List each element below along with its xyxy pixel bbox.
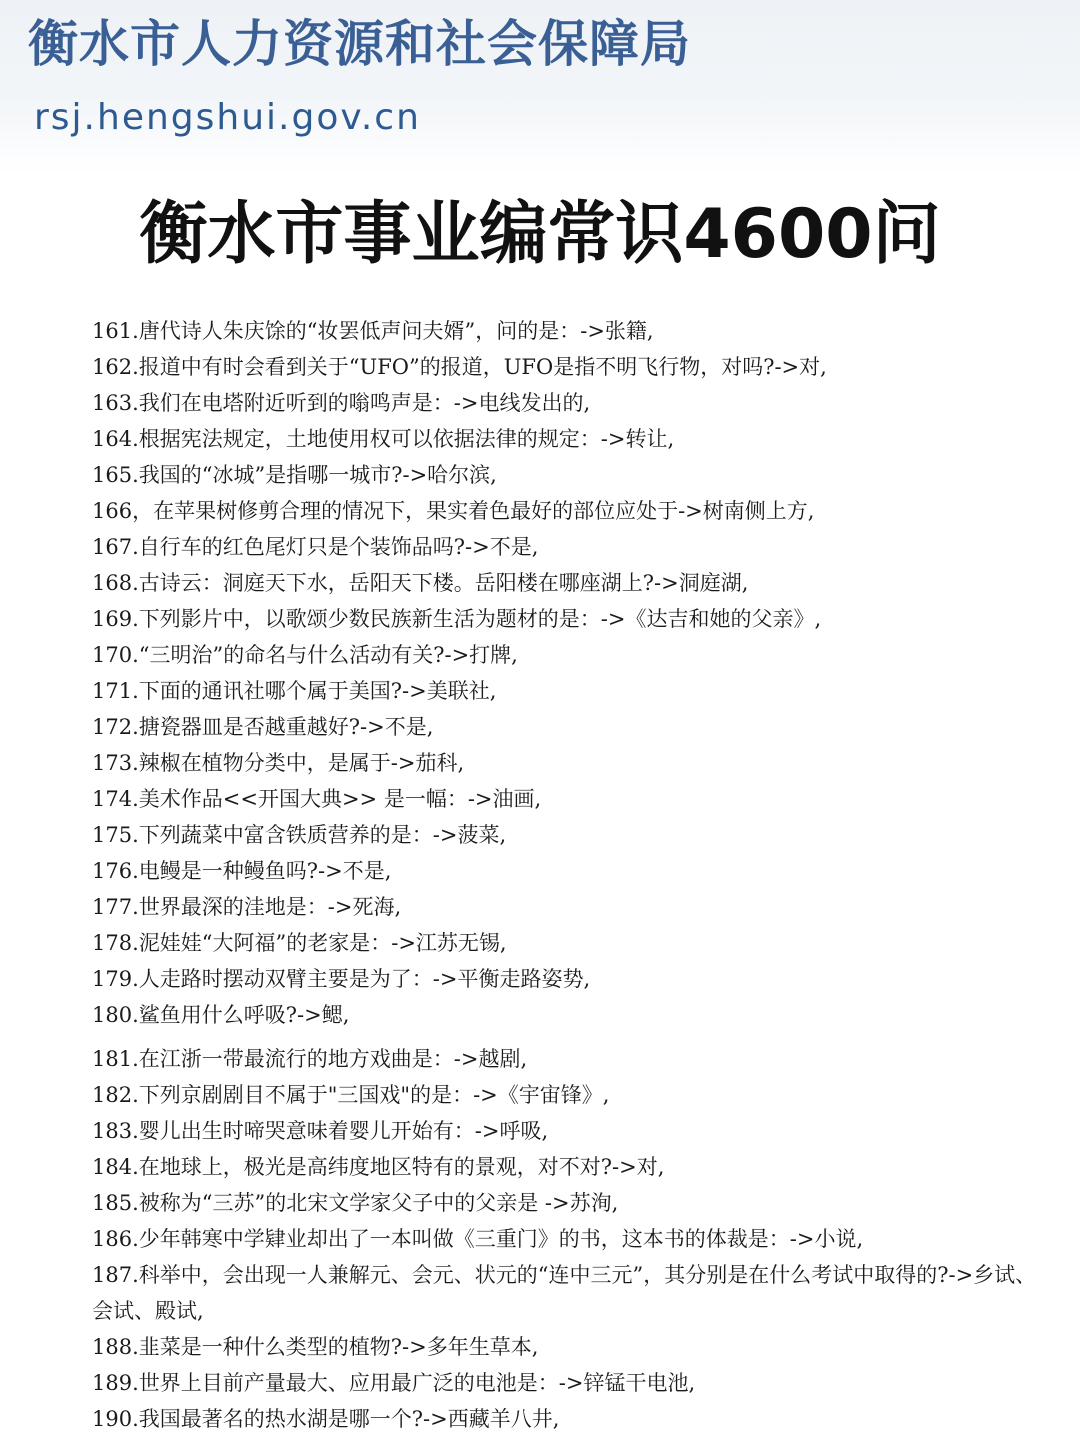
website-url: rsj.hengshui.gov.cn xyxy=(34,97,421,138)
question-item: 189.世界上目前产量最大、应用最广泛的电池是：->锌锰干电池, xyxy=(92,1371,696,1395)
question-item: 173.辣椒在植物分类中，是属于->茄科, xyxy=(92,751,465,775)
question-item: 185.被称为“三苏”的北宋文学家父子中的父亲是 ->苏洵, xyxy=(92,1191,619,1215)
question-item: 179.人走路时摆动双臂主要是为了：->平衡走路姿势, xyxy=(92,967,591,991)
question-item: 172.搪瓷器皿是否越重越好?->不是, xyxy=(92,715,434,739)
question-item: 171.下面的通讯社哪个属于美国?->美联社, xyxy=(92,679,497,703)
question-item: 178.泥娃娃“大阿福”的老家是：->江苏无锡, xyxy=(92,931,507,955)
question-item: 190.我国最著名的热水湖是哪一个?->西藏羊八井, xyxy=(92,1407,560,1431)
question-item: 182.下列京剧剧目不属于"三国戏"的是：->《宇宙锋》, xyxy=(92,1083,610,1107)
question-item: 162.报道中有时会看到关于“UFO”的报道，UFO是指不明飞行物，对吗?->对, xyxy=(92,355,827,379)
question-item: 166，在苹果树修剪合理的情况下，果实着色最好的部位应处于->树南侧上方, xyxy=(92,499,815,523)
question-item: 186.少年韩寒中学肄业却出了一本叫做《三重门》的书，这本书的体裁是：->小说, xyxy=(92,1227,864,1251)
question-item: 175.下列蔬菜中富含铁质营养的是：->菠菜, xyxy=(92,823,507,847)
question-item: 169.下列影片中，以歌颂少数民族新生活为题材的是：->《达吉和她的父亲》, xyxy=(92,607,822,631)
question-item: 165.我国的“冰城”是指哪一城市?->哈尔滨, xyxy=(92,463,497,487)
document-title: 衡水市事业编常识4600问 xyxy=(139,195,941,274)
question-item: 187.科举中，会出现一人兼解元、会元、状元的“连中三元”，其分别是在什么考试中取得的?->乡试、会试、殿试, xyxy=(92,1263,1037,1323)
question-item: 176.电鳗是一种鳗鱼吗?->不是, xyxy=(92,859,392,883)
question-list xyxy=(92,313,1052,1437)
question-item: 184.在地球上，极光是高纬度地区特有的景观，对不对?->对, xyxy=(92,1155,665,1179)
question-item: 174.美术作品<<开国大典>> 是一幅：->油画, xyxy=(92,787,542,811)
header-banner xyxy=(0,0,1080,175)
question-item: 161.唐代诗人朱庆馀的“妆罢低声问夫婿”，问的是：->张籍, xyxy=(92,319,654,343)
question-item: 170.“三明治”的命名与什么活动有关?->打牌, xyxy=(92,643,518,667)
question-item: 183.婴儿出生时啼哭意味着婴儿开始有：->呼吸, xyxy=(92,1119,549,1143)
question-item: 177.世界最深的洼地是：->死海, xyxy=(92,895,402,919)
question-item: 180.鲨鱼用什么呼吸?->鳃, xyxy=(92,1003,350,1027)
question-item: 167.自行车的红色尾灯只是个装饰品吗?->不是, xyxy=(92,535,539,559)
question-item: 168.古诗云：洞庭天下水，岳阳天下楼。岳阳楼在哪座湖上?->洞庭湖, xyxy=(92,571,749,595)
question-item: 181.在江浙一带最流行的地方戏曲是：->越剧, xyxy=(92,1047,528,1071)
question-item: 188.韭菜是一种什么类型的植物?->多年生草本, xyxy=(92,1335,539,1359)
question-item: 164.根据宪法规定，土地使用权可以依据法律的规定：->转让, xyxy=(92,427,675,451)
question-item: 163.我们在电塔附近听到的嗡鸣声是：->电线发出的, xyxy=(92,391,591,415)
organization-name: 衡水市人力资源和社会保障局 xyxy=(28,15,691,73)
